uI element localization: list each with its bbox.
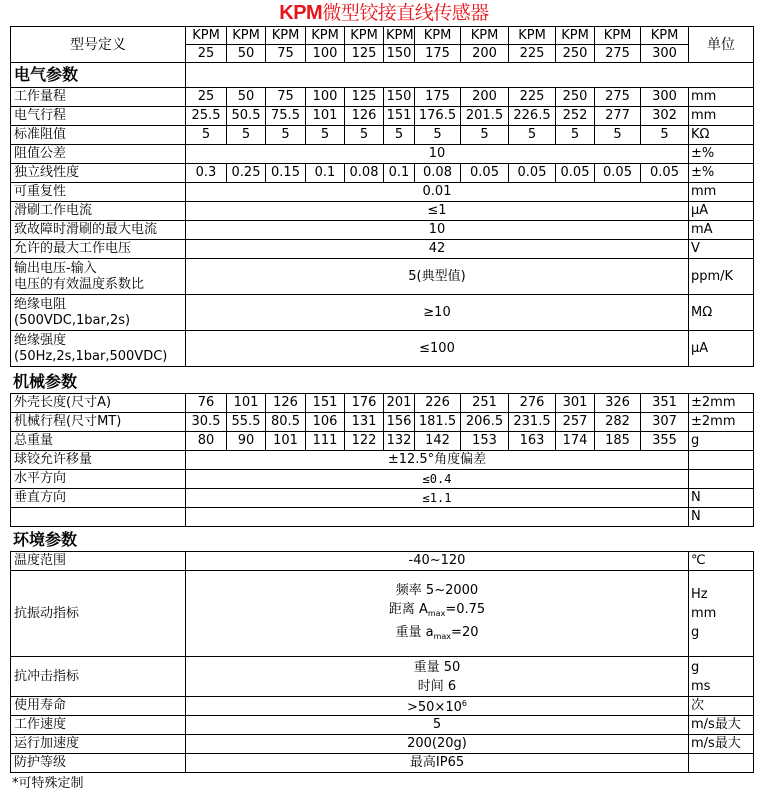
cell-value-merged: 5(典型值) <box>186 259 689 295</box>
cell-value: 106 <box>306 413 345 432</box>
cell-value: 250 <box>556 88 595 107</box>
cell-unit: mA <box>689 221 754 240</box>
table-row <box>11 508 754 527</box>
cell-value: 174 <box>556 432 595 451</box>
page-title <box>0 1 768 25</box>
cell-unit: ±2mm <box>689 413 754 432</box>
cell-value: 100 <box>306 88 345 107</box>
cell-value: 111 <box>306 432 345 451</box>
cell-value: 176.5 <box>415 107 461 126</box>
unit-line: g <box>691 659 700 675</box>
cell-unit <box>689 657 754 697</box>
row-label: 温度范围 <box>11 552 186 571</box>
cell-value: 5 <box>186 716 689 735</box>
superscript: 6 <box>461 699 467 708</box>
model-size: 75 <box>266 45 306 63</box>
table-row <box>11 432 754 451</box>
cell-value: 142 <box>415 432 461 451</box>
row-label <box>11 259 186 295</box>
cell-value: 5 <box>415 126 461 145</box>
cell-unit: mm <box>689 183 754 202</box>
cell-value: 0.05 <box>595 164 641 183</box>
subscript: max <box>427 609 446 618</box>
cell-value: 0.25 <box>227 164 266 183</box>
cell-value: 200(20g) <box>186 735 689 754</box>
table-row <box>11 470 754 489</box>
cell-value: 0.3 <box>186 164 227 183</box>
table-row <box>11 754 754 773</box>
model-size: 200 <box>461 45 509 63</box>
row-label-line: 输出电压-输入 <box>14 260 97 276</box>
table-row <box>11 413 754 432</box>
row-label: 使用寿命 <box>11 697 186 716</box>
cell-value-merged: 10 <box>186 145 689 164</box>
model-prefix: KPM <box>345 27 384 45</box>
cell-value-merged: 42 <box>186 240 689 259</box>
cell-value: 122 <box>345 432 384 451</box>
section-title-environment: 环境参数 <box>13 530 78 549</box>
row-label: 防护等级 <box>11 754 186 773</box>
cell-value: 251 <box>461 394 509 413</box>
cell-value: 30.5 <box>186 413 227 432</box>
unit-header: 单位 <box>689 27 754 63</box>
table-row <box>11 126 754 145</box>
row-label: 致故障时滑刷的最大电流 <box>11 221 186 240</box>
cell-value: 5 <box>595 126 641 145</box>
table-row <box>11 394 754 413</box>
model-size: 300 <box>641 45 689 63</box>
cell-unit: mm <box>689 107 754 126</box>
row-label-line: 电压的有效温度系数比 <box>14 276 145 292</box>
row-label: 球铰允许移量 <box>11 451 186 470</box>
footnote: *可特殊定制 <box>12 776 84 791</box>
row-label: 抗振动指标 <box>11 571 186 657</box>
model-prefix: KPM <box>595 27 641 45</box>
cell-unit: mm <box>689 88 754 107</box>
model-prefix: KPM <box>415 27 461 45</box>
cell-value: 25.5 <box>186 107 227 126</box>
row-label: 电气行程 <box>11 107 186 126</box>
cell-value: 101 <box>227 394 266 413</box>
unit-line: mm <box>691 606 717 621</box>
cell-unit: ±% <box>689 164 754 183</box>
table-row <box>11 697 754 716</box>
model-prefix: KPM <box>227 27 266 45</box>
cell-unit: MΩ <box>689 295 754 331</box>
cell-value: 153 <box>461 432 509 451</box>
cell-value: 301 <box>556 394 595 413</box>
cell-value: 0.05 <box>509 164 556 183</box>
model-prefix: KPM <box>556 27 595 45</box>
table-row <box>11 331 754 367</box>
table-row <box>11 183 754 202</box>
cell-value <box>186 697 689 716</box>
model-size: 175 <box>415 45 461 63</box>
cell-value: 225 <box>509 88 556 107</box>
cell-value: 5 <box>509 126 556 145</box>
cell-value: 300 <box>641 88 689 107</box>
cell-value: 0.05 <box>556 164 595 183</box>
spec-table-mechanical <box>10 393 754 527</box>
vibration-frequency: 频率 5~2000 <box>395 583 479 598</box>
cell-value: 200 <box>461 88 509 107</box>
cell-value: 151 <box>306 394 345 413</box>
cell-unit: ±% <box>689 145 754 164</box>
cell-unit: ℃ <box>689 552 754 571</box>
cell-unit: m/s最大 <box>689 735 754 754</box>
cell-value: 50 <box>227 88 266 107</box>
row-label <box>11 508 186 527</box>
cell-value: 76 <box>186 394 227 413</box>
cell-value-merged: ≥10 <box>186 295 689 331</box>
cell-value: 282 <box>595 413 641 432</box>
model-prefix: KPM <box>641 27 689 45</box>
cell-value: 226 <box>415 394 461 413</box>
cell-value: 201 <box>384 394 415 413</box>
cell-value: 75 <box>266 88 306 107</box>
model-size: 125 <box>345 45 384 63</box>
model-size: 25 <box>186 45 227 63</box>
cell-value: 0.08 <box>345 164 384 183</box>
cell-value: 5 <box>266 126 306 145</box>
cell-value: 55.5 <box>227 413 266 432</box>
table-row <box>11 221 754 240</box>
cell-value-merged: ≤100 <box>186 331 689 367</box>
cell-value: 132 <box>384 432 415 451</box>
cell-value-merged: 10 <box>186 221 689 240</box>
table-row <box>11 259 754 295</box>
cell-value: 5 <box>345 126 384 145</box>
cell-value-merged: ≤1.1 <box>186 489 689 508</box>
cell-value: 5 <box>641 126 689 145</box>
cell-value-merged: 0.01 <box>186 183 689 202</box>
cell-value: 101 <box>266 432 306 451</box>
text: =20 <box>451 625 479 640</box>
cell-unit: g <box>689 432 754 451</box>
table-row <box>11 552 754 571</box>
header-row-prefix <box>11 27 754 45</box>
row-label-line: 绝缘强度 <box>14 332 67 348</box>
cell-unit: KΩ <box>689 126 754 145</box>
cell-value: 80.5 <box>266 413 306 432</box>
table-row <box>11 735 754 754</box>
cell-value-merged: ±12.5°角度偏差 <box>186 451 689 470</box>
cell-value: 176 <box>345 394 384 413</box>
row-label-line: 绝缘电阻 <box>14 296 67 312</box>
row-label <box>11 295 186 331</box>
cell-unit: ppm/K <box>689 259 754 295</box>
spec-table-environment <box>10 551 754 773</box>
cell-value: 131 <box>345 413 384 432</box>
cell-value: 156 <box>384 413 415 432</box>
vibration-amplitude <box>188 600 686 623</box>
section-spacer <box>186 63 754 88</box>
cell-value: 252 <box>556 107 595 126</box>
unit-line: Hz <box>691 587 708 602</box>
table-row <box>11 489 754 508</box>
table-row <box>11 240 754 259</box>
text: 重量 a <box>395 625 434 640</box>
row-label-line: (500VDC,1bar,2s) <box>14 312 131 328</box>
cell-value: 5 <box>556 126 595 145</box>
table-row <box>11 716 754 735</box>
cell-value: 80 <box>186 432 227 451</box>
model-size: 50 <box>227 45 266 63</box>
cell-unit: μA <box>689 202 754 221</box>
table-row <box>11 145 754 164</box>
row-label: 允许的最大工作电压 <box>11 240 186 259</box>
table-row <box>11 657 754 697</box>
model-size: 250 <box>556 45 595 63</box>
cell-value: 75.5 <box>266 107 306 126</box>
row-label: 运行加速度 <box>11 735 186 754</box>
section-title-mechanical: 机械参数 <box>13 372 78 391</box>
row-label: 可重复性 <box>11 183 186 202</box>
cell-unit <box>689 451 754 470</box>
section-row-electrical <box>11 63 754 88</box>
model-size: 225 <box>509 45 556 63</box>
cell-value: 206.5 <box>461 413 509 432</box>
row-label: 工作速度 <box>11 716 186 735</box>
row-label: 独立线性度 <box>11 164 186 183</box>
cell-unit: m/s最大 <box>689 716 754 735</box>
row-label: 垂直方向 <box>11 489 186 508</box>
row-label-line: (50Hz,2s,1bar,500VDC) <box>14 348 168 364</box>
table-row <box>11 164 754 183</box>
cell-value: 101 <box>306 107 345 126</box>
cell-value: 231.5 <box>509 413 556 432</box>
cell-value: 150 <box>384 88 415 107</box>
row-label: 标准阻值 <box>11 126 186 145</box>
cell-value: 5 <box>306 126 345 145</box>
cell-unit: μA <box>689 331 754 367</box>
model-size: 275 <box>595 45 641 63</box>
cell-value: 125 <box>345 88 384 107</box>
cell-value: 0.05 <box>461 164 509 183</box>
cell-value: 185 <box>595 432 641 451</box>
cell-value: 25 <box>186 88 227 107</box>
model-definition-header: 型号定义 <box>11 27 186 63</box>
cell-unit: 次 <box>689 697 754 716</box>
cell-unit: V <box>689 240 754 259</box>
subscript: max <box>433 632 452 641</box>
cell-value: 5 <box>461 126 509 145</box>
cell-value: 0.08 <box>415 164 461 183</box>
row-label: 总重量 <box>11 432 186 451</box>
cell-value: 5 <box>186 126 227 145</box>
spec-table-electrical <box>10 26 754 367</box>
cell-value: 0.15 <box>266 164 306 183</box>
cell-value: 276 <box>509 394 556 413</box>
cell-value: 355 <box>641 432 689 451</box>
row-label: 抗冲击指标 <box>11 657 186 697</box>
cell-unit <box>689 571 754 657</box>
title-brand: KPM <box>279 2 323 24</box>
cell-value: 5 <box>384 126 415 145</box>
cell-value: 0.1 <box>306 164 345 183</box>
row-label: 滑刷工作电流 <box>11 202 186 221</box>
cell-value-merged: ≤1 <box>186 202 689 221</box>
cell-value: 126 <box>345 107 384 126</box>
cell-value: 126 <box>266 394 306 413</box>
cell-value: 302 <box>641 107 689 126</box>
table-row <box>11 295 754 331</box>
unit-line: ms <box>691 678 711 694</box>
table-row <box>11 107 754 126</box>
cell-value: 0.05 <box>641 164 689 183</box>
cell-unit: ±2mm <box>689 394 754 413</box>
cell-value: 最高IP65 <box>186 754 689 773</box>
cell-value-merged: ≤0.4 <box>186 470 689 489</box>
text: =0.75 <box>445 602 486 617</box>
text: 距离 A <box>388 602 428 617</box>
cell-value: 257 <box>556 413 595 432</box>
model-prefix: KPM <box>266 27 306 45</box>
cell-value: 5 <box>227 126 266 145</box>
unit-line: g <box>691 625 700 640</box>
model-prefix: KPM <box>306 27 345 45</box>
model-prefix: KPM <box>384 27 415 45</box>
cell-value: 326 <box>595 394 641 413</box>
cell-value: 163 <box>509 432 556 451</box>
row-label: 机械行程(尺寸MT) <box>11 413 186 432</box>
cell-value: 181.5 <box>415 413 461 432</box>
cell-value: 351 <box>641 394 689 413</box>
row-label: 工作量程 <box>11 88 186 107</box>
row-label: 外壳长度(尺寸A) <box>11 394 186 413</box>
model-size: 150 <box>384 45 415 63</box>
cell-value: 275 <box>595 88 641 107</box>
cell-value <box>186 657 689 697</box>
table-row <box>11 571 754 657</box>
row-label: 阻值公差 <box>11 145 186 164</box>
table-row <box>11 202 754 221</box>
cell-value: 90 <box>227 432 266 451</box>
cell-unit <box>689 754 754 773</box>
shock-time: 时间 6 <box>417 678 457 694</box>
cell-unit: N <box>689 508 754 527</box>
model-size: 100 <box>306 45 345 63</box>
cell-value: 226.5 <box>509 107 556 126</box>
cell-value: 151 <box>384 107 415 126</box>
cell-value: 201.5 <box>461 107 509 126</box>
cell-value: 307 <box>641 413 689 432</box>
shock-weight: 重量 50 <box>413 659 461 675</box>
cell-value: 175 <box>415 88 461 107</box>
cell-value: 50.5 <box>227 107 266 126</box>
cell-value: 0.1 <box>384 164 415 183</box>
cell-value: -40~120 <box>186 552 689 571</box>
cell-value-merged <box>186 508 689 527</box>
model-prefix: KPM <box>509 27 556 45</box>
cell-unit: N <box>689 489 754 508</box>
row-label <box>11 331 186 367</box>
cell-value: 277 <box>595 107 641 126</box>
table-row <box>11 88 754 107</box>
cell-value <box>186 571 689 657</box>
vibration-acceleration <box>188 623 686 646</box>
model-prefix: KPM <box>186 27 227 45</box>
table-row <box>11 451 754 470</box>
model-prefix: KPM <box>461 27 509 45</box>
title-text: 微型铰接直线传感器 <box>322 2 489 24</box>
row-label: 水平方向 <box>11 470 186 489</box>
section-title-electrical: 电气参数 <box>11 63 186 88</box>
cell-unit <box>689 470 754 489</box>
text: >50×10 <box>407 700 462 715</box>
